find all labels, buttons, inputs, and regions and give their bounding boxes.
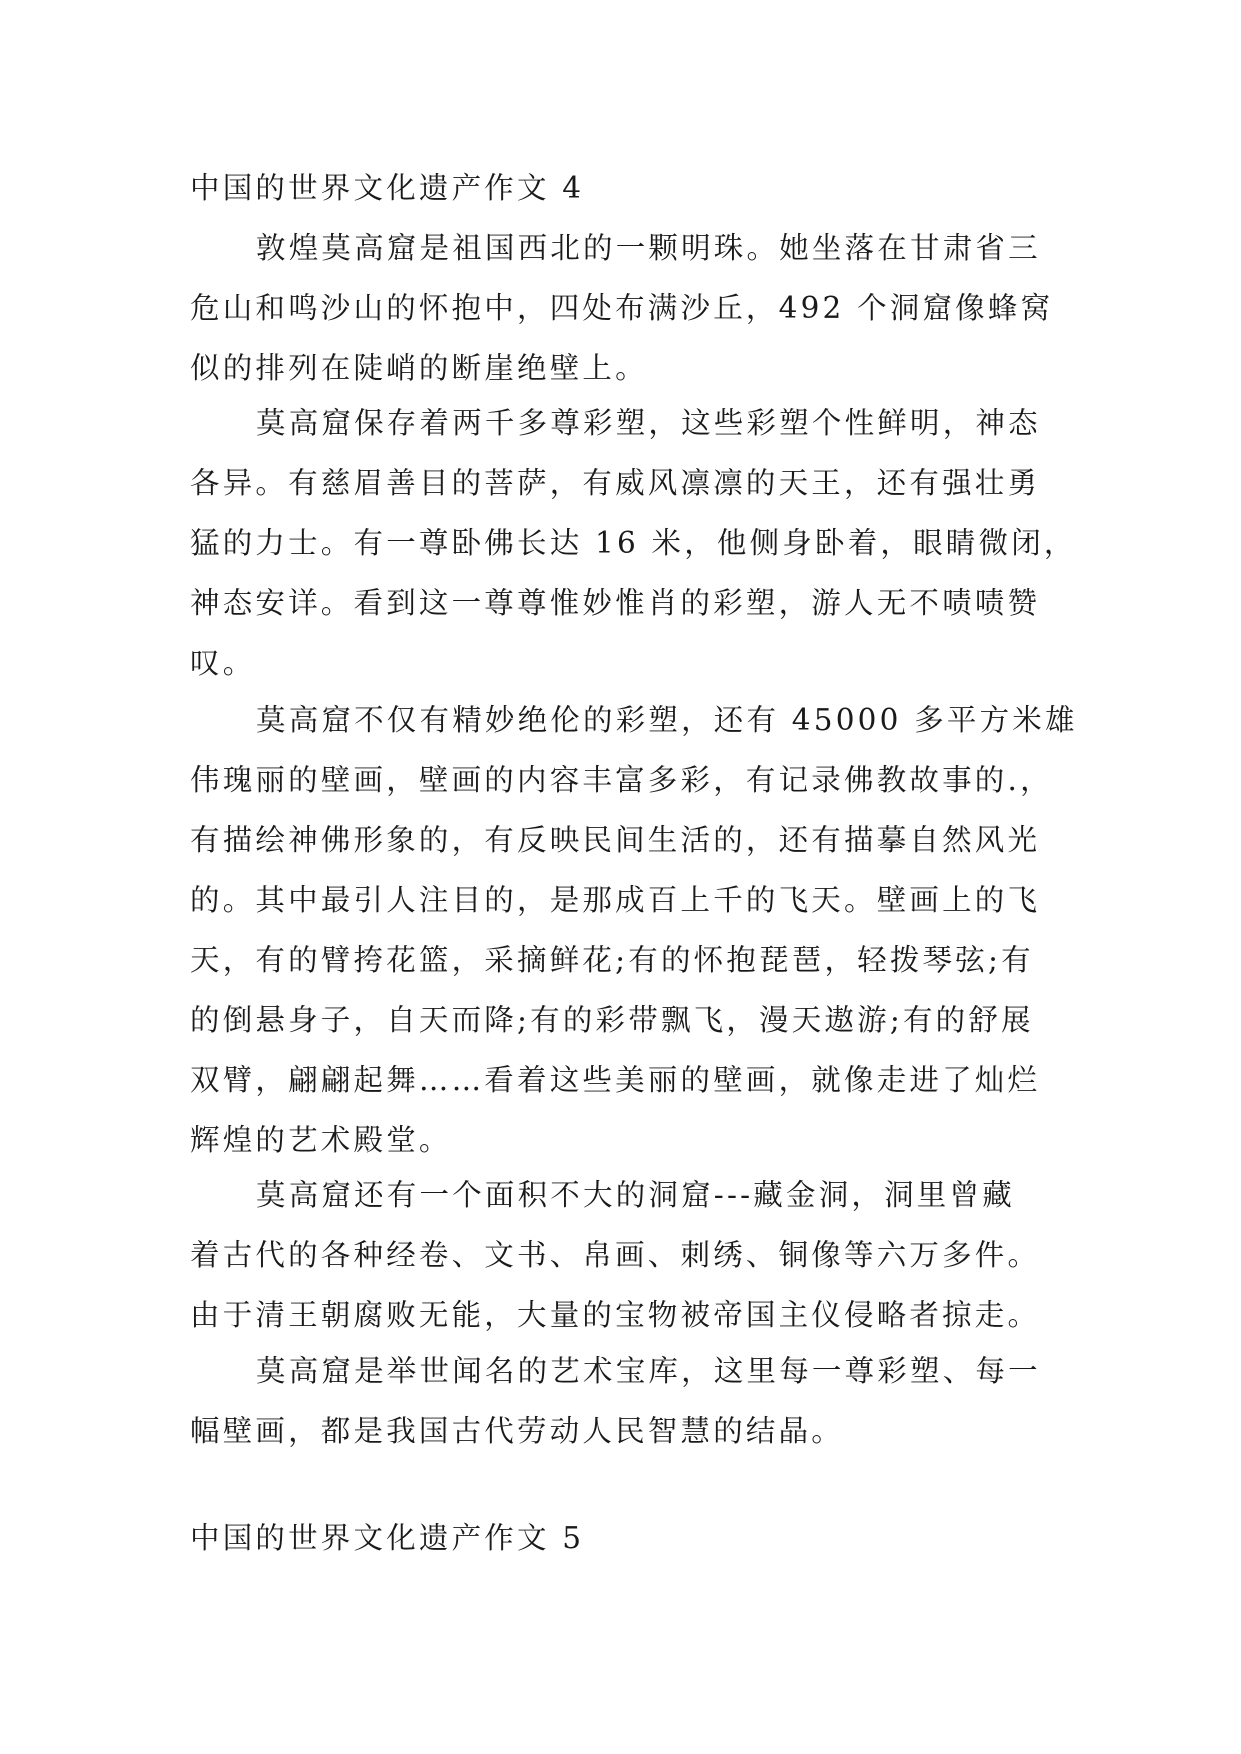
paragraph-line: 各异。有慈眉善目的菩萨，有威风凛凛的天王，还有强壮勇 (190, 466, 1041, 500)
paragraph-3 (190, 690, 1078, 1170)
paragraph-line: 辉煌的艺术殿堂。 (190, 1123, 452, 1157)
paragraph-line: 的倒悬身子，自天而降;有的彩带飘飞，漫天遨游;有的舒展 (190, 1003, 1034, 1037)
paragraph-line: 莫高窟不仅有精妙绝伦的彩塑，还有 45000 多平方米雄 (256, 703, 1078, 737)
paragraph-line: 着古代的各种经卷、文书、帛画、刺绣、铜像等六万多件。 (190, 1238, 1041, 1272)
paragraph-line: 叹。 (190, 646, 256, 680)
paragraph-line: 的。其中最引人注目的，是那成百上千的飞天。壁画上的飞 (190, 883, 1041, 917)
paragraph-line: 莫高窟还有一个面积不大的洞窟---藏金洞，洞里曾藏 (256, 1178, 1015, 1212)
paragraph-line: 天，有的臂挎花篮，采摘鲜花;有的怀抱琵琶，轻拨琴弦;有 (190, 943, 1034, 977)
essay-heading-5: 中国的世界文化遗产作文 5 (190, 1521, 585, 1555)
paragraph-2 (190, 393, 1077, 693)
paragraph-line: 似的排列在陡峭的断崖绝壁上。 (190, 351, 648, 385)
paragraph-line: 神态安详。看到这一尊尊惟妙惟肖的彩塑，游人无不啧啧赞 (190, 586, 1041, 620)
paragraph-line: 有描绘神佛形象的，有反映民间生活的，还有描摹自然风光 (190, 823, 1041, 857)
paragraph-line: 危山和鸣沙山的怀抱中，四处布满沙丘，492 个洞窟像蜂窝 (190, 291, 1054, 325)
paragraph-line: 伟瑰丽的壁画，壁画的内容丰富多彩，有记录佛教故事的.， (190, 763, 1053, 797)
paragraph-4 (190, 1165, 1056, 1345)
paragraph-line: 幅壁画，都是我国古代劳动人民智慧的结晶。 (190, 1414, 845, 1448)
essay-heading-4: 中国的世界文化遗产作文 4 (190, 171, 585, 205)
paragraph-line: 由于清王朝腐败无能，大量的宝物被帝国主仪侵略者掠走。 (190, 1298, 1041, 1332)
paragraph-line: 双臂，翩翩起舞……看着这些美丽的壁画，就像走进了灿烂 (190, 1063, 1041, 1097)
paragraph-line: 猛的力士。有一尊卧佛长达 16 米，他侧身卧着，眼睛微闭， (190, 526, 1077, 560)
paragraph-line: 莫高窟保存着两千多尊彩塑，这些彩塑个性鲜明，神态 (256, 406, 1041, 440)
paragraph-5 (190, 1341, 1056, 1461)
paragraph-line: 莫高窟是举世闻名的艺术宝库，这里每一尊彩塑、每一 (256, 1354, 1041, 1388)
paragraph-line: 敦煌莫高窟是祖国西北的一颗明珠。她坐落在甘肃省三 (256, 231, 1041, 265)
paragraph-1 (190, 218, 1056, 398)
